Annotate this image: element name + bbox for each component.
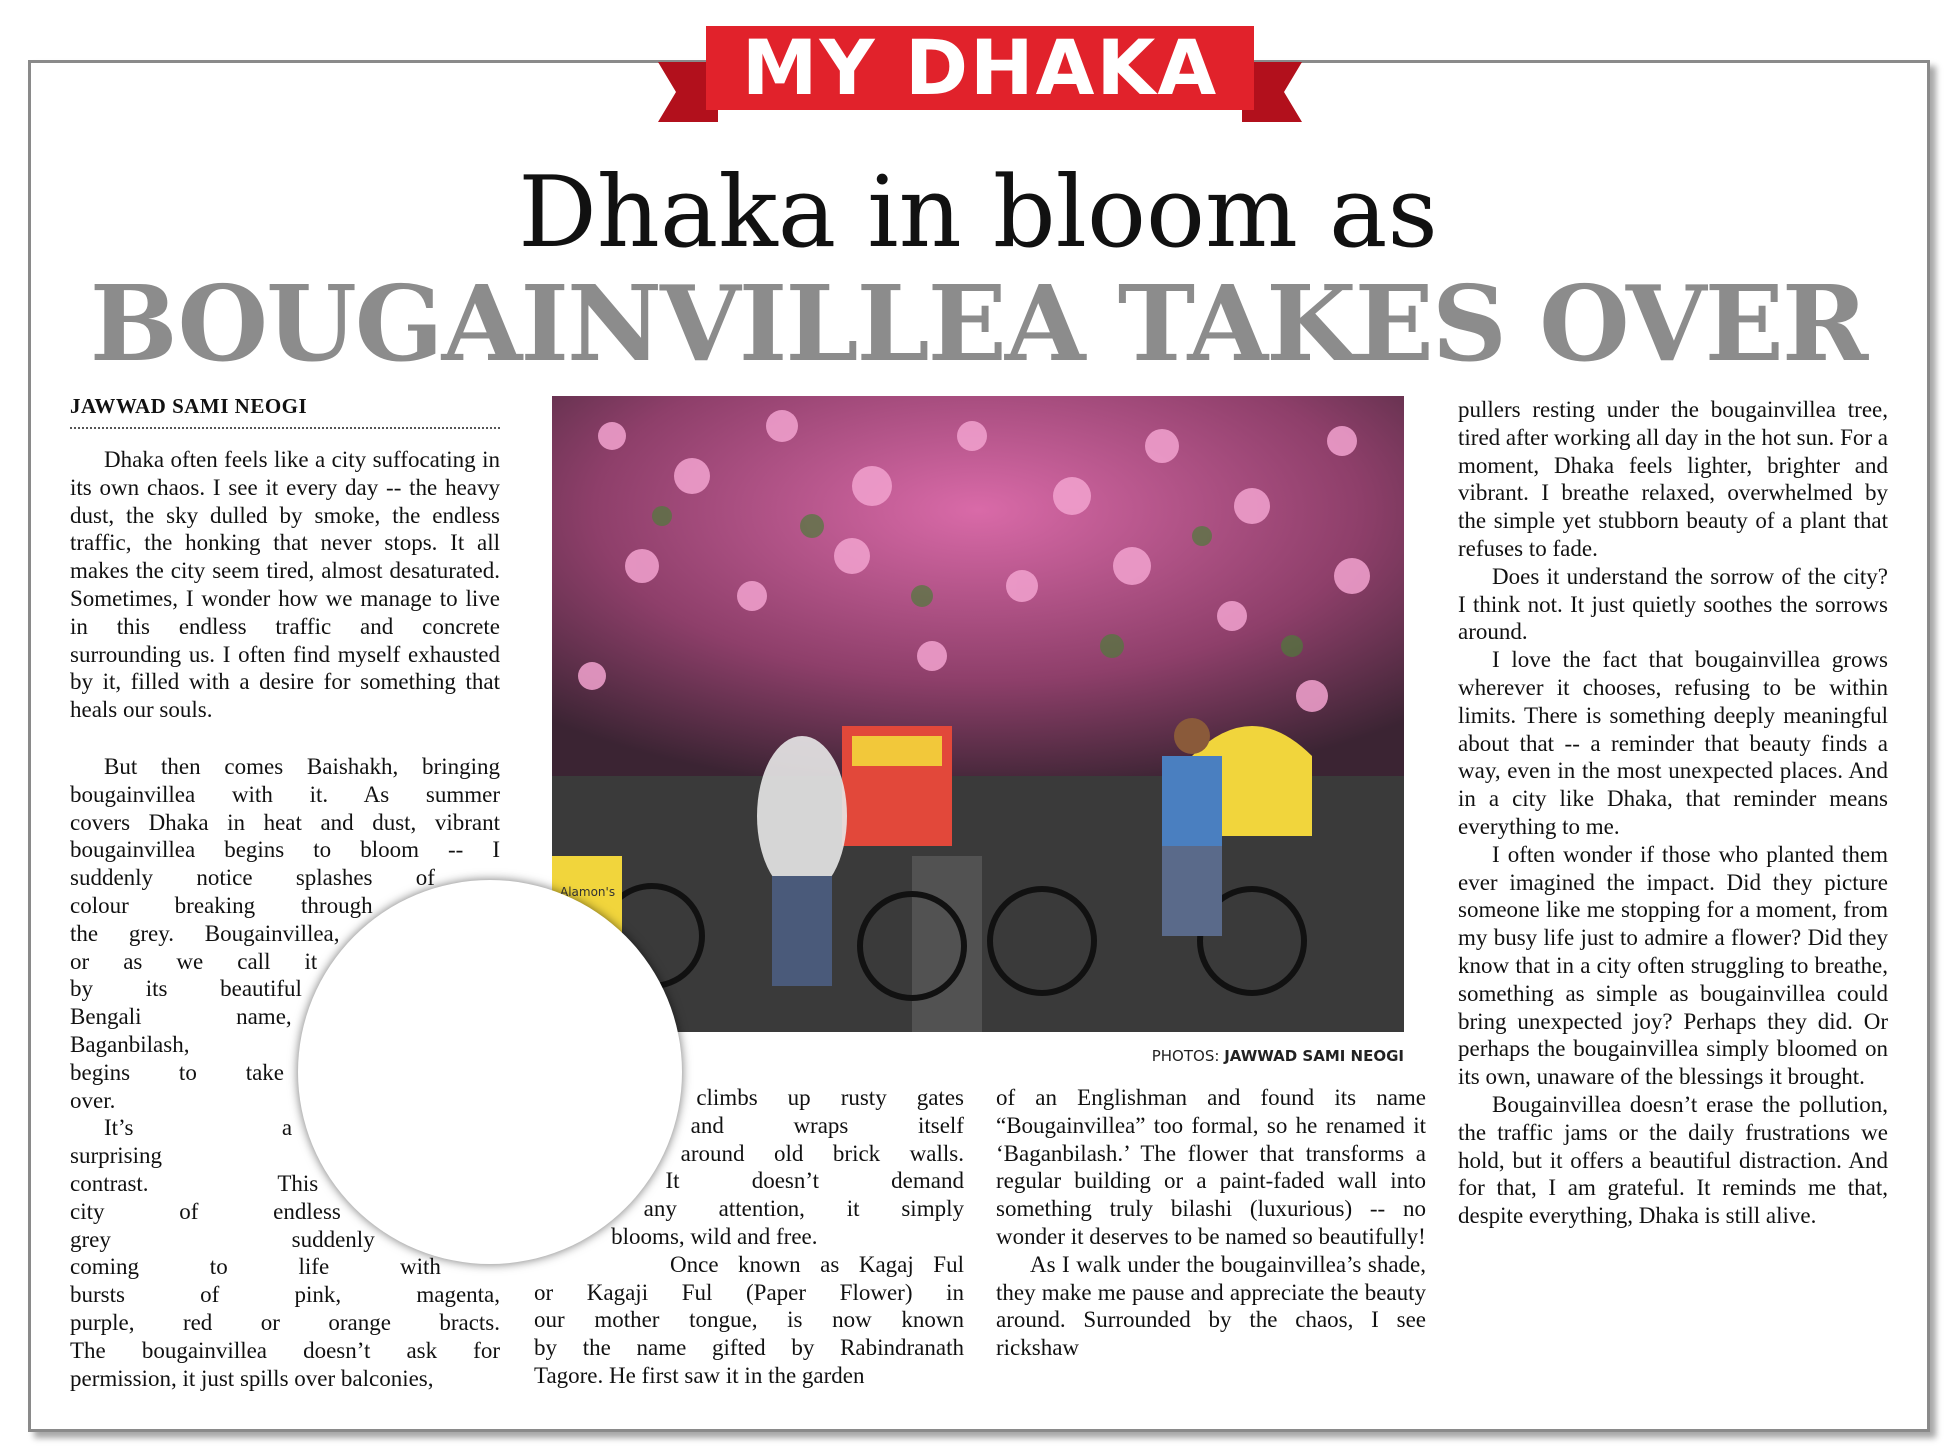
flower-canopy bbox=[552, 396, 1404, 776]
text-line: But then comes Baishakh, bringing bbox=[104, 754, 500, 779]
article-column-3 bbox=[996, 1084, 1426, 1362]
text-line: blooms, wild and free. bbox=[611, 1224, 818, 1249]
photo-credit-name: JAWWAD SAMI NEOGI bbox=[1224, 1047, 1404, 1065]
headline-line-2: BOUGAINVILLEA TAKES OVER bbox=[89, 262, 1867, 385]
section-banner bbox=[660, 20, 1300, 132]
text-line: and wraps itself bbox=[690, 1112, 964, 1138]
paragraph: of an Englishman and found its name “Bougainvillea” too formal, so he renamed it ‘Baganbilash.’ The flower that transforms a regular building or a paint-faded wall into something truly bilashi (luxurious) -- no wonder it deserves to be named so beautifully! bbox=[996, 1085, 1426, 1249]
paragraph: I love the fact that bougainvillea grows wherever it chooses, refusing to be within limits. There is something deeply meaningful about that -- a reminder that beauty finds a way, even in the most unexpected places. And in a city like Dhaka, that reminder means everything to me. bbox=[1458, 647, 1888, 839]
text-line: by its beautiful bbox=[70, 976, 302, 1002]
text-line: bursts of pink, magenta, bbox=[70, 1282, 500, 1308]
text-line: our mother tongue, is now known bbox=[534, 1307, 964, 1333]
text-line: city of endless bbox=[70, 1198, 341, 1224]
text-line: suddenly notice splashes of bbox=[70, 865, 435, 891]
text-line: any attention, it simply bbox=[643, 1196, 964, 1222]
paragraph: Does it understand the sorrow of the city? I think not. It just quietly soothes the sorrows around. bbox=[1458, 563, 1888, 645]
text-line: begins to take bbox=[70, 1059, 284, 1085]
text-line: coming to life with bbox=[70, 1254, 441, 1280]
article-column-1 bbox=[70, 446, 500, 724]
text-line: Baganbilash, bbox=[70, 1032, 190, 1057]
decorative-circle bbox=[298, 880, 682, 1264]
text-line: over. bbox=[70, 1087, 116, 1113]
text-line: around old brick walls. bbox=[680, 1140, 964, 1166]
road-marking bbox=[912, 856, 982, 1032]
text-line: Tagore. He first saw it in the garden bbox=[534, 1363, 865, 1388]
shop-sign-text: Alamon's bbox=[560, 885, 616, 899]
article-column-4 bbox=[1458, 396, 1888, 1230]
text-line: surprising bbox=[70, 1143, 162, 1169]
paragraph: pullers resting under the bougainvillea tree, tired after working all day in the hot sun. For a moment, Dhaka feels lighter, brighter and vibrant. I breathe relaxed, overwhelmed by the simple yet stubborn beauty of a plant that refuses to fade. bbox=[1458, 397, 1888, 561]
text-line: The bougainvillea doesn’t ask for bbox=[70, 1337, 500, 1363]
paragraph: Dhaka often feels like a city suffocating in its own chaos. I see it every day -- the heavy dust, the sky dulled by smoke, the endless traffic, the honking that never stops. It all makes the city seem tired, almost desaturated. Sometimes, I wonder how we manage to live in this endless traffic and concrete surrounding us. I often find myself exhausted by it, filled with a desire for something that heals our souls. bbox=[70, 447, 500, 723]
photo-illustration bbox=[552, 396, 1404, 1032]
text-line: climbs up rusty gates bbox=[696, 1085, 964, 1110]
text-line: or Kagaji Ful (Paper Flower) in bbox=[534, 1279, 964, 1305]
text-line: purple, red or orange bracts. bbox=[70, 1310, 500, 1335]
byline: JAWWAD SAMI NEOGI bbox=[70, 394, 500, 429]
bougainvillea-photo bbox=[552, 396, 1404, 1032]
text-line: or as we call it bbox=[70, 948, 318, 974]
section-title: MY DHAKA bbox=[706, 26, 1254, 110]
text-line: covers Dhaka in heat and dust, vibrant bbox=[70, 809, 500, 835]
paragraph: I often wonder if those who planted them ever imagined the impact. Did they picture someone like me stopping for a moment, from my busy life just to admire a flower? Did they know that in a city often struggling to breathe, something as simple as bougainvillea could bring unexpected joy? Perhaps they did. Or perhaps the bougainvillea simply bloomed on its own, unaware of the blessings it brought. bbox=[1458, 841, 1888, 1090]
text-line: bougainvillea begins to bloom -- I bbox=[70, 837, 500, 863]
text-line: contrast. This bbox=[70, 1171, 319, 1196]
photo-credit bbox=[1100, 1047, 1404, 1065]
text-line: by the name gifted by Rabindranath bbox=[534, 1335, 964, 1361]
text-line: bougainvillea with it. As summer bbox=[70, 781, 500, 807]
text-line: It’s a bbox=[104, 1115, 293, 1141]
paragraph: As I walk under the bougainvillea’s shade, they make me pause and appreciate the beauty around. Surrounded by the chaos, I see rickshaw bbox=[996, 1251, 1426, 1361]
text-line: Bengali name, bbox=[70, 1004, 292, 1030]
text-line: the grey. Bougainvillea, bbox=[70, 920, 340, 946]
text-line: grey suddenly bbox=[70, 1226, 375, 1252]
text-line: colour breaking through bbox=[70, 893, 373, 918]
text-line: permission, it just spills over balconies, bbox=[70, 1365, 434, 1391]
headline-line-1: Dhaka in bloom as bbox=[518, 156, 1438, 270]
text-line: It doesn’t demand bbox=[665, 1168, 964, 1194]
text-line: Once known as Kagaj Ful bbox=[670, 1251, 964, 1277]
paragraph: Bougainvillea doesn’t erase the pollution, the traffic jams or the daily frustrations we hold, but it offers a beautiful distraction. And for that, I am grateful. It reminds me that, despite everything, Dhaka is still alive. bbox=[1458, 1091, 1888, 1229]
photo-credit-label: PHOTOS: bbox=[1151, 1047, 1220, 1065]
